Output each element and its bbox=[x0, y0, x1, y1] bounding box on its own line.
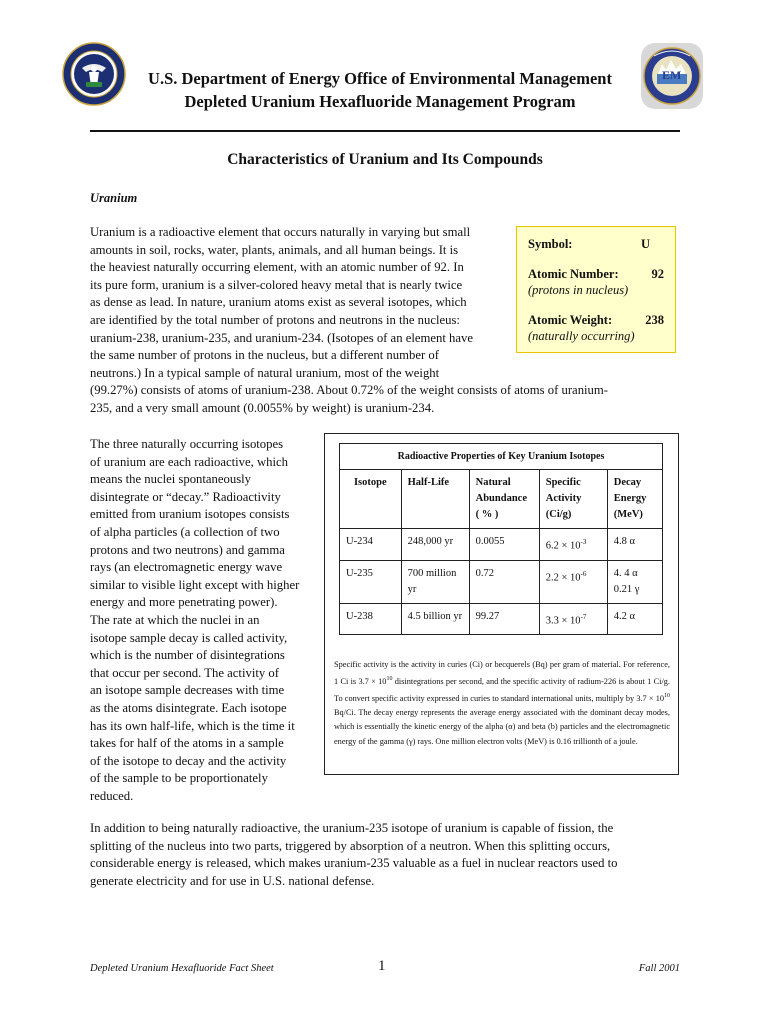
half-life-cell: 248,000 yr bbox=[401, 529, 469, 561]
table-footnote bbox=[334, 658, 670, 749]
atomic-weight-label: Atomic Weight: bbox=[528, 313, 613, 327]
text-line: energy and more penetrating power). bbox=[90, 595, 278, 610]
text-line: takes for half of the atoms in a sample bbox=[90, 736, 284, 751]
footnote-exponent: 10 bbox=[386, 676, 393, 683]
text-line: (99.27%) consists of atoms of uranium-238. About 0.72% of the weight consists of atoms of uranium- bbox=[90, 383, 608, 398]
atomic-number-value: 92 bbox=[651, 267, 664, 281]
text-line: reduced. bbox=[90, 788, 134, 803]
table-row bbox=[340, 560, 663, 603]
activity-cell bbox=[539, 603, 607, 635]
activity-exponent: -7 bbox=[580, 612, 587, 621]
text-line: isotope sample decay is called activity, bbox=[90, 630, 288, 645]
text-line: amounts in soil, rocks, water, plants, animals, and all human beings. It is bbox=[90, 242, 459, 257]
page-number: 1 bbox=[378, 958, 386, 974]
atomic-weight-note: (naturally occurring) bbox=[528, 329, 635, 343]
activity-exponent: -6 bbox=[580, 569, 587, 578]
isotope-properties-table bbox=[339, 443, 663, 635]
column-header: Half-Life bbox=[401, 470, 469, 529]
text-line: The three naturally occurring isotopes bbox=[90, 437, 284, 451]
activity-cell bbox=[539, 560, 607, 603]
isotope-cell: U-234 bbox=[340, 529, 402, 561]
text-line: emitted from uranium isotopes consists bbox=[90, 507, 290, 522]
text-line: that occur per second. The activity of bbox=[90, 665, 279, 680]
text-line: its pure form, uranium is a silver-colored heavy metal that is nearly twice bbox=[90, 277, 463, 292]
isotope-properties-panel bbox=[324, 433, 679, 775]
column-header: Decay Energy (MeV) bbox=[607, 470, 662, 529]
isotope-cell: U-235 bbox=[340, 560, 402, 603]
isotopes-paragraph bbox=[90, 436, 315, 805]
table-row bbox=[340, 529, 663, 561]
half-life-cell: 4.5 billion yr bbox=[401, 603, 469, 635]
text-line: disintegrate or “decay.” Radioactivity bbox=[90, 489, 281, 504]
atomic-weight-row bbox=[528, 312, 664, 328]
text-line: considerable energy is released, which makes uranium-235 valuable as a fuel in nuclear reactors used to bbox=[90, 856, 618, 871]
text-line: as dense as lead. In nature, uranium atoms exist as several isotopes, which bbox=[90, 295, 467, 310]
energy-value: 4. 4 α bbox=[613, 567, 638, 579]
half-life-cell: 700 million yr bbox=[401, 560, 469, 603]
header-divider bbox=[90, 130, 680, 132]
energy-value: 4.2 α bbox=[613, 610, 636, 622]
atomic-number-row bbox=[528, 266, 664, 282]
text-line: splitting of the nucleus into two parts, triggered by absorption of a neutron. When this splitting occurs, bbox=[90, 838, 611, 853]
activity-base: 3.3 × 10 bbox=[545, 615, 581, 626]
footnote-exponent: 10 bbox=[664, 693, 670, 700]
text-line: the heaviest naturally occurring element, with an atomic number of 92. In bbox=[90, 260, 464, 275]
isotope-cell: U-238 bbox=[340, 603, 402, 635]
text-line: generate electricity and for use in U.S. national defense. bbox=[90, 873, 375, 888]
text-line: Uranium is a radioactive element that occurs naturally in varying but small bbox=[90, 225, 471, 239]
footer-publication: Depleted Uranium Hexafluoride Fact Sheet bbox=[90, 963, 274, 974]
fission-paragraph bbox=[90, 820, 690, 890]
abundance-cell: 99.27 bbox=[469, 603, 539, 635]
text-line: of the isotope to decay and the activity bbox=[90, 753, 287, 768]
text-line: The rate at which the nuclei in an bbox=[90, 612, 260, 627]
column-header: Specific Activity (Ci/g) bbox=[539, 470, 607, 529]
text-line: protons and two neutrons) and gamma bbox=[90, 542, 285, 557]
footnote-part: disintegrations per second, and the specific activity of radium-226 is about 1 Ci/g. To convert specific activity expressed in curies to standard international units, multiply by 3.7 × 10 bbox=[334, 676, 670, 703]
text-line: similar to visible light except with higher bbox=[90, 577, 300, 592]
text-line: means the nuclei spontaneously bbox=[90, 472, 252, 487]
text-line: the same number of protons in the nucleus, but a different number of bbox=[90, 348, 439, 363]
atomic-number-label: Atomic Number: bbox=[528, 267, 619, 281]
text-line: as the atoms disintegrate. Each isotope bbox=[90, 700, 287, 715]
activity-base: 2.2 × 10 bbox=[545, 572, 581, 583]
symbol-label: Symbol: bbox=[528, 237, 573, 251]
text-line: of uranium are each radioactive, which bbox=[90, 454, 288, 469]
element-info-box bbox=[516, 226, 676, 353]
doe-seal-icon bbox=[62, 42, 126, 106]
table-caption: Radioactive Properties of Key Uranium Isotopes bbox=[339, 443, 663, 469]
header-line-2: Depleted Uranium Hexafluoride Management Program bbox=[184, 92, 576, 111]
column-header: Isotope bbox=[340, 470, 402, 529]
energy-value-2: 0.21 γ bbox=[613, 583, 640, 595]
em-badge-icon bbox=[640, 42, 704, 110]
em-badge-text: EM bbox=[662, 68, 682, 82]
text-line: uranium-238, uranium-235, and uranium-234. (Isotopes of an element have bbox=[90, 330, 473, 345]
activity-cell bbox=[539, 529, 607, 561]
atomic-weight-value: 238 bbox=[645, 313, 664, 327]
abundance-cell: 0.0055 bbox=[469, 529, 539, 561]
footnote-part: Specific activity is the activity in curies (Ci) or becquerels (Bq) per gram of material. For reference, 1 Ci is 3.7 × 10 bbox=[334, 660, 670, 686]
text-line: 235, and a very small amount (0.0055% by weight) is uranium-234. bbox=[90, 400, 435, 415]
text-line: an isotope sample decreases with time bbox=[90, 683, 285, 698]
footer-date: Fall 2001 bbox=[638, 963, 680, 974]
text-line: has its own half-life, which is the time it bbox=[90, 718, 295, 733]
energy-cell bbox=[607, 529, 662, 561]
energy-value: 4.8 α bbox=[613, 536, 636, 547]
header-line-1: U.S. Department of Energy Office of Environmental Management bbox=[148, 69, 612, 88]
column-header: Natural Abundance ( % ) bbox=[469, 470, 539, 529]
activity-exponent: -3 bbox=[580, 538, 587, 546]
text-line: In addition to being naturally radioactive, the uranium-235 isotope of uranium is capable of fission, the bbox=[90, 821, 614, 835]
text-line: of alpha particles (a collection of two bbox=[90, 524, 280, 539]
text-line: of the sample to be proportionately bbox=[90, 771, 268, 786]
symbol-row bbox=[528, 236, 664, 252]
text-line: rays (an electromagnetic energy wave bbox=[90, 560, 283, 575]
atomic-number-note: (protons in nucleus) bbox=[528, 283, 629, 297]
activity-base: 6.2 × 10 bbox=[545, 540, 581, 552]
table-header-row bbox=[340, 470, 663, 529]
text-line: are identified by the total number of protons and neutrons in the nucleus: bbox=[90, 312, 460, 327]
energy-cell bbox=[607, 560, 662, 603]
footnote-part: Bq/Ci. The decay energy represents the average energy associated with the dominant decay modes, which is essentially the kinetic energy of the alpha (α) and beta (b) particles and the electromagnetic energy of the gamma (γ) rays. One million electron volts (MeV) is 0.16 trillionth of a joule. bbox=[334, 708, 670, 746]
abundance-cell: 0.72 bbox=[469, 560, 539, 603]
page-title: Characteristics of Uranium and Its Compounds bbox=[227, 151, 543, 168]
energy-cell bbox=[607, 603, 662, 635]
section-heading-uranium: Uranium bbox=[90, 191, 138, 205]
symbol-value: U bbox=[640, 237, 650, 251]
text-line: which is the number of disintegrations bbox=[90, 648, 285, 663]
table-row bbox=[340, 603, 663, 635]
text-line: neutrons.) In a typical sample of natural uranium, most of the weight bbox=[90, 365, 440, 380]
